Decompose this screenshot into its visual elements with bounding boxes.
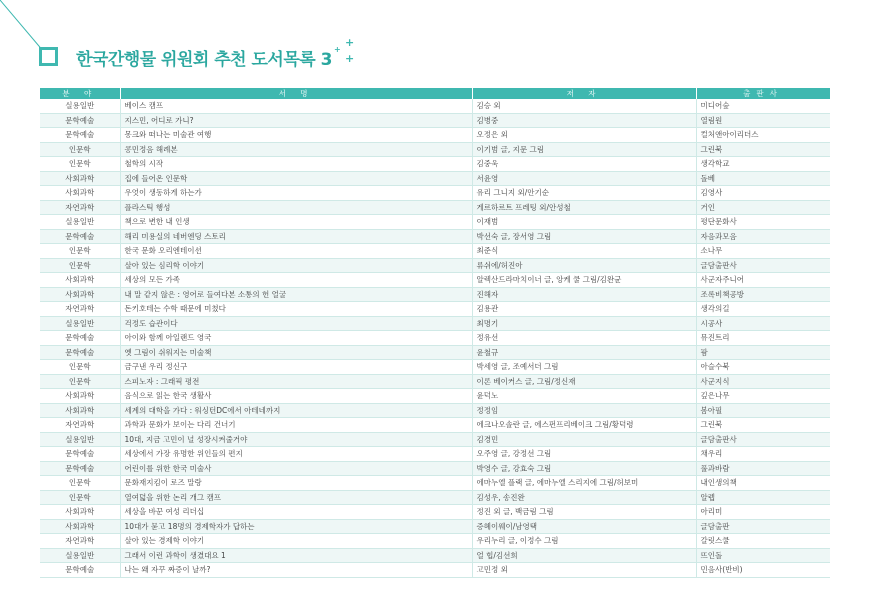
author-cell: 게르하르트 프레팅 외/안성철 bbox=[472, 200, 696, 215]
category-cell: 실용일반 bbox=[40, 99, 120, 113]
author-cell: 에마누엘 플랙 글, 에마누엘 스리지에 그림/허보미 bbox=[472, 476, 696, 491]
category-cell: 자연과학 bbox=[40, 534, 120, 549]
book-title-cell: 플라스틱 행성 bbox=[120, 200, 472, 215]
author-cell: 김중욱 bbox=[472, 157, 696, 172]
publisher-cell: 소나무 bbox=[696, 244, 830, 259]
author-cell: 오주영 글, 강정선 그림 bbox=[472, 447, 696, 462]
publisher-cell: 미디어숲 bbox=[696, 99, 830, 113]
publisher-cell: 봄아필 bbox=[696, 403, 830, 418]
table-row bbox=[40, 461, 830, 476]
publisher-cell: 글담출판사 bbox=[696, 258, 830, 273]
author-cell: 이재범 bbox=[472, 215, 696, 230]
author-cell: 정정임 bbox=[472, 403, 696, 418]
book-title-cell: 음식으로 읽는 한국 생활사 bbox=[120, 389, 472, 404]
author-cell: 박영수 글, 강효숙 그림 bbox=[472, 461, 696, 476]
book-title-cell: 한국 문화 오리엔테이션 bbox=[120, 244, 472, 259]
author-cell: 에크나오솔란 글, 에스펀프리베이크 그림/황덕령 bbox=[472, 418, 696, 433]
author-cell: 우리누리 글, 이정수 그림 bbox=[472, 534, 696, 549]
publisher-cell: 열림원 bbox=[696, 113, 830, 128]
publisher-cell: 내인생의책 bbox=[696, 476, 830, 491]
book-title-cell: 과학과 문화가 보이는 다리 건너기 bbox=[120, 418, 472, 433]
book-list-table bbox=[40, 88, 831, 578]
author-cell: 얼 힙/김선희 bbox=[472, 548, 696, 563]
header-title: 서 명 bbox=[120, 88, 472, 99]
book-title-cell: 옛 그림이 쉬워지는 미술책 bbox=[120, 345, 472, 360]
book-title-cell: 집에 들어온 인문학 bbox=[120, 171, 472, 186]
category-cell: 실용일반 bbox=[40, 215, 120, 230]
author-cell: 증혜이웨이/남영택 bbox=[472, 519, 696, 534]
table-row bbox=[40, 316, 830, 331]
book-title-cell: 콩민정음 해례본 bbox=[120, 142, 472, 157]
category-cell: 인문학 bbox=[40, 157, 120, 172]
category-cell: 사회과학 bbox=[40, 389, 120, 404]
book-title-cell: 그래서 이런 과학이 생겼대요 1 bbox=[120, 548, 472, 563]
category-cell: 문학예술 bbox=[40, 113, 120, 128]
author-cell: 유리 그니지 외/안기순 bbox=[472, 186, 696, 201]
table-header-row bbox=[40, 88, 830, 99]
author-cell: 김승 외 bbox=[472, 99, 696, 113]
author-cell: 오정은 외 bbox=[472, 128, 696, 143]
author-cell: 박세영 글, 조예서더 그림 bbox=[472, 360, 696, 375]
book-title-cell: 아이와 함께 아일랜드 영국 bbox=[120, 331, 472, 346]
table-row bbox=[40, 142, 830, 157]
publisher-cell: 컬처앤아이리더스 bbox=[696, 128, 830, 143]
table-row bbox=[40, 128, 830, 143]
category-cell: 문학예술 bbox=[40, 128, 120, 143]
header-author: 저 자 bbox=[472, 88, 696, 99]
publisher-cell: 생각학교 bbox=[696, 157, 830, 172]
table-row bbox=[40, 171, 830, 186]
table-row bbox=[40, 302, 830, 317]
category-cell: 문학예술 bbox=[40, 461, 120, 476]
category-cell: 문학예술 bbox=[40, 563, 120, 578]
header-publisher: 출판사 bbox=[696, 88, 830, 99]
author-cell: 류쉬에/허진아 bbox=[472, 258, 696, 273]
book-title-cell: 철학의 시작 bbox=[120, 157, 472, 172]
book-title-cell: 세계의 대학을 가다 : 워싱턴DC에서 아테네까지 bbox=[120, 403, 472, 418]
page-title: 한국간행물 위원회 추천 도서목록 3 bbox=[76, 50, 332, 70]
category-cell: 인문학 bbox=[40, 360, 120, 375]
table-row bbox=[40, 563, 830, 578]
publisher-cell: 깊은나무 bbox=[696, 389, 830, 404]
category-cell: 사회과학 bbox=[40, 287, 120, 302]
table-row bbox=[40, 418, 830, 433]
table-row bbox=[40, 244, 830, 259]
category-cell: 인문학 bbox=[40, 490, 120, 505]
publisher-cell: 생각의길 bbox=[696, 302, 830, 317]
publisher-cell: 글담출판사 bbox=[696, 432, 830, 447]
publisher-cell: 아슬수북 bbox=[696, 360, 830, 375]
author-cell: 고민정 외 bbox=[472, 563, 696, 578]
book-title-cell: 살아 있는 경제학 이야기 bbox=[120, 534, 472, 549]
publisher-cell: 풀과바람 bbox=[696, 461, 830, 476]
category-cell: 자연과학 bbox=[40, 418, 120, 433]
category-cell: 실용일반 bbox=[40, 432, 120, 447]
author-cell: 서윤영 bbox=[472, 171, 696, 186]
category-cell: 인문학 bbox=[40, 476, 120, 491]
publisher-cell: 갈릿스쿨 bbox=[696, 534, 830, 549]
author-cell: 이론 베이커스 글, 그림/정신재 bbox=[472, 374, 696, 389]
book-title-cell: 스피노자 : 그래픽 평전 bbox=[120, 374, 472, 389]
category-cell: 사회과학 bbox=[40, 403, 120, 418]
category-cell: 실용일반 bbox=[40, 548, 120, 563]
book-title-cell: 열여덟을 위한 논리 개그 캠프 bbox=[120, 490, 472, 505]
table-body bbox=[40, 99, 830, 577]
table-row bbox=[40, 505, 830, 520]
book-title-cell: 10대, 지금 고민이 널 성장시켜줄거야 bbox=[120, 432, 472, 447]
table-row bbox=[40, 229, 830, 244]
publisher-cell: 시공사 bbox=[696, 316, 830, 331]
publisher-cell: 글담출판 bbox=[696, 519, 830, 534]
category-cell: 자연과학 bbox=[40, 200, 120, 215]
publisher-cell: 채우리 bbox=[696, 447, 830, 462]
book-title-cell: 나는 왜 자꾸 짜증이 날까? bbox=[120, 563, 472, 578]
table-row bbox=[40, 432, 830, 447]
author-cell: 윤덕노 bbox=[472, 389, 696, 404]
publisher-cell: 사군자주니어 bbox=[696, 273, 830, 288]
book-title-cell: 지스민, 어디로 가니? bbox=[120, 113, 472, 128]
table-row bbox=[40, 186, 830, 201]
table-row bbox=[40, 447, 830, 462]
book-title-cell: 세상의 모든 가족 bbox=[120, 273, 472, 288]
publisher-cell: 민음사(반비) bbox=[696, 563, 830, 578]
publisher-cell: 돌베 bbox=[696, 171, 830, 186]
table-row bbox=[40, 403, 830, 418]
category-cell: 문학예술 bbox=[40, 345, 120, 360]
book-title-cell: 세상을 바꾼 여성 리더십 bbox=[120, 505, 472, 520]
table-row bbox=[40, 476, 830, 491]
category-cell: 문학예술 bbox=[40, 331, 120, 346]
table-row bbox=[40, 258, 830, 273]
table-row bbox=[40, 490, 830, 505]
book-title-cell: 해리 미용실의 네버엔딩 스토리 bbox=[120, 229, 472, 244]
table-row bbox=[40, 374, 830, 389]
author-cell: 김용관 bbox=[472, 302, 696, 317]
table-row bbox=[40, 200, 830, 215]
author-cell: 김병중 bbox=[472, 113, 696, 128]
category-cell: 자연과학 bbox=[40, 302, 120, 317]
table-row bbox=[40, 548, 830, 563]
title-square-icon bbox=[39, 47, 58, 66]
author-cell: 이기범 글, 지문 그림 bbox=[472, 142, 696, 157]
publisher-cell: 뮤진트리 bbox=[696, 331, 830, 346]
category-cell: 인문학 bbox=[40, 244, 120, 259]
header-category: 분 야 bbox=[40, 88, 120, 99]
category-cell: 인문학 bbox=[40, 258, 120, 273]
category-cell: 인문학 bbox=[40, 374, 120, 389]
book-title-cell: 우엇이 생동하게 하는가 bbox=[120, 186, 472, 201]
table-row bbox=[40, 273, 830, 288]
author-cell: 박선숙 글, 장서영 그림 bbox=[472, 229, 696, 244]
book-title-cell: 돈키호테는 수학 때문에 미쳤다 bbox=[120, 302, 472, 317]
publisher-cell: 거인 bbox=[696, 200, 830, 215]
category-cell: 사회과학 bbox=[40, 273, 120, 288]
book-title-cell: 걱정도 습관이다 bbox=[120, 316, 472, 331]
publisher-cell: 사군지식 bbox=[696, 374, 830, 389]
book-title-cell: 세상에서 가장 유명한 위인들의 편지 bbox=[120, 447, 472, 462]
table-row bbox=[40, 389, 830, 404]
book-title-cell: 10대가 묻고 18명의 경제학자가 답하는 bbox=[120, 519, 472, 534]
publisher-cell: 아리미 bbox=[696, 505, 830, 520]
category-cell: 문학예술 bbox=[40, 447, 120, 462]
publisher-cell: 평단문화사 bbox=[696, 215, 830, 230]
author-cell: 알렉산드라마치이너 글, 앙케 쿨 그림/김완균 bbox=[472, 273, 696, 288]
table-row bbox=[40, 360, 830, 375]
publisher-cell: 자음과모음 bbox=[696, 229, 830, 244]
author-cell: 김경민 bbox=[472, 432, 696, 447]
book-title-cell: 내 말 같지 않은 : 영어로 들여다본 소통의 헌 얼굴 bbox=[120, 287, 472, 302]
book-title-cell: 몽크와 떠나는 미술관 여행 bbox=[120, 128, 472, 143]
table-row bbox=[40, 287, 830, 302]
plus-icon: + bbox=[334, 45, 341, 54]
book-title-cell: 문화재지킴이 로즈 말랑 bbox=[120, 476, 472, 491]
category-cell: 사회과학 bbox=[40, 171, 120, 186]
publisher-cell: 뜨인돌 bbox=[696, 548, 830, 563]
book-title-cell: 어린이를 위한 한국 미술사 bbox=[120, 461, 472, 476]
publisher-cell: 알렙 bbox=[696, 490, 830, 505]
category-cell: 사회과학 bbox=[40, 505, 120, 520]
author-cell: 진해자 bbox=[472, 287, 696, 302]
category-cell: 사회과학 bbox=[40, 519, 120, 534]
author-cell: 김성우, 송진완 bbox=[472, 490, 696, 505]
category-cell: 사회과학 bbox=[40, 186, 120, 201]
book-title-cell: 살아 있는 심리학 이야기 bbox=[120, 258, 472, 273]
book-title-cell: 금구낸 우리 정신구 bbox=[120, 360, 472, 375]
publisher-cell: 그린북 bbox=[696, 142, 830, 157]
book-title-cell: 베이스 캠프 bbox=[120, 99, 472, 113]
author-cell: 최준식 bbox=[472, 244, 696, 259]
table-row bbox=[40, 157, 830, 172]
publisher-cell: 그린북 bbox=[696, 418, 830, 433]
plus-icon: + bbox=[345, 36, 355, 49]
publisher-cell: 팜 bbox=[696, 345, 830, 360]
table-row bbox=[40, 519, 830, 534]
table-row bbox=[40, 534, 830, 549]
author-cell: 최명기 bbox=[472, 316, 696, 331]
table-row bbox=[40, 99, 830, 113]
publisher-cell: 조록비책공방 bbox=[696, 287, 830, 302]
table-row bbox=[40, 331, 830, 346]
author-cell: 정유선 bbox=[472, 331, 696, 346]
category-cell: 문학예술 bbox=[40, 229, 120, 244]
publisher-cell: 김영사 bbox=[696, 186, 830, 201]
table-row bbox=[40, 345, 830, 360]
category-cell: 인문학 bbox=[40, 142, 120, 157]
author-cell: 윤철규 bbox=[472, 345, 696, 360]
table-row bbox=[40, 215, 830, 230]
book-title-cell: 책으로 변한 내 인생 bbox=[120, 215, 472, 230]
category-cell: 실용일반 bbox=[40, 316, 120, 331]
table-row bbox=[40, 113, 830, 128]
author-cell: 정진 외 글, 백금림 그림 bbox=[472, 505, 696, 520]
plus-icon: + bbox=[345, 52, 355, 65]
